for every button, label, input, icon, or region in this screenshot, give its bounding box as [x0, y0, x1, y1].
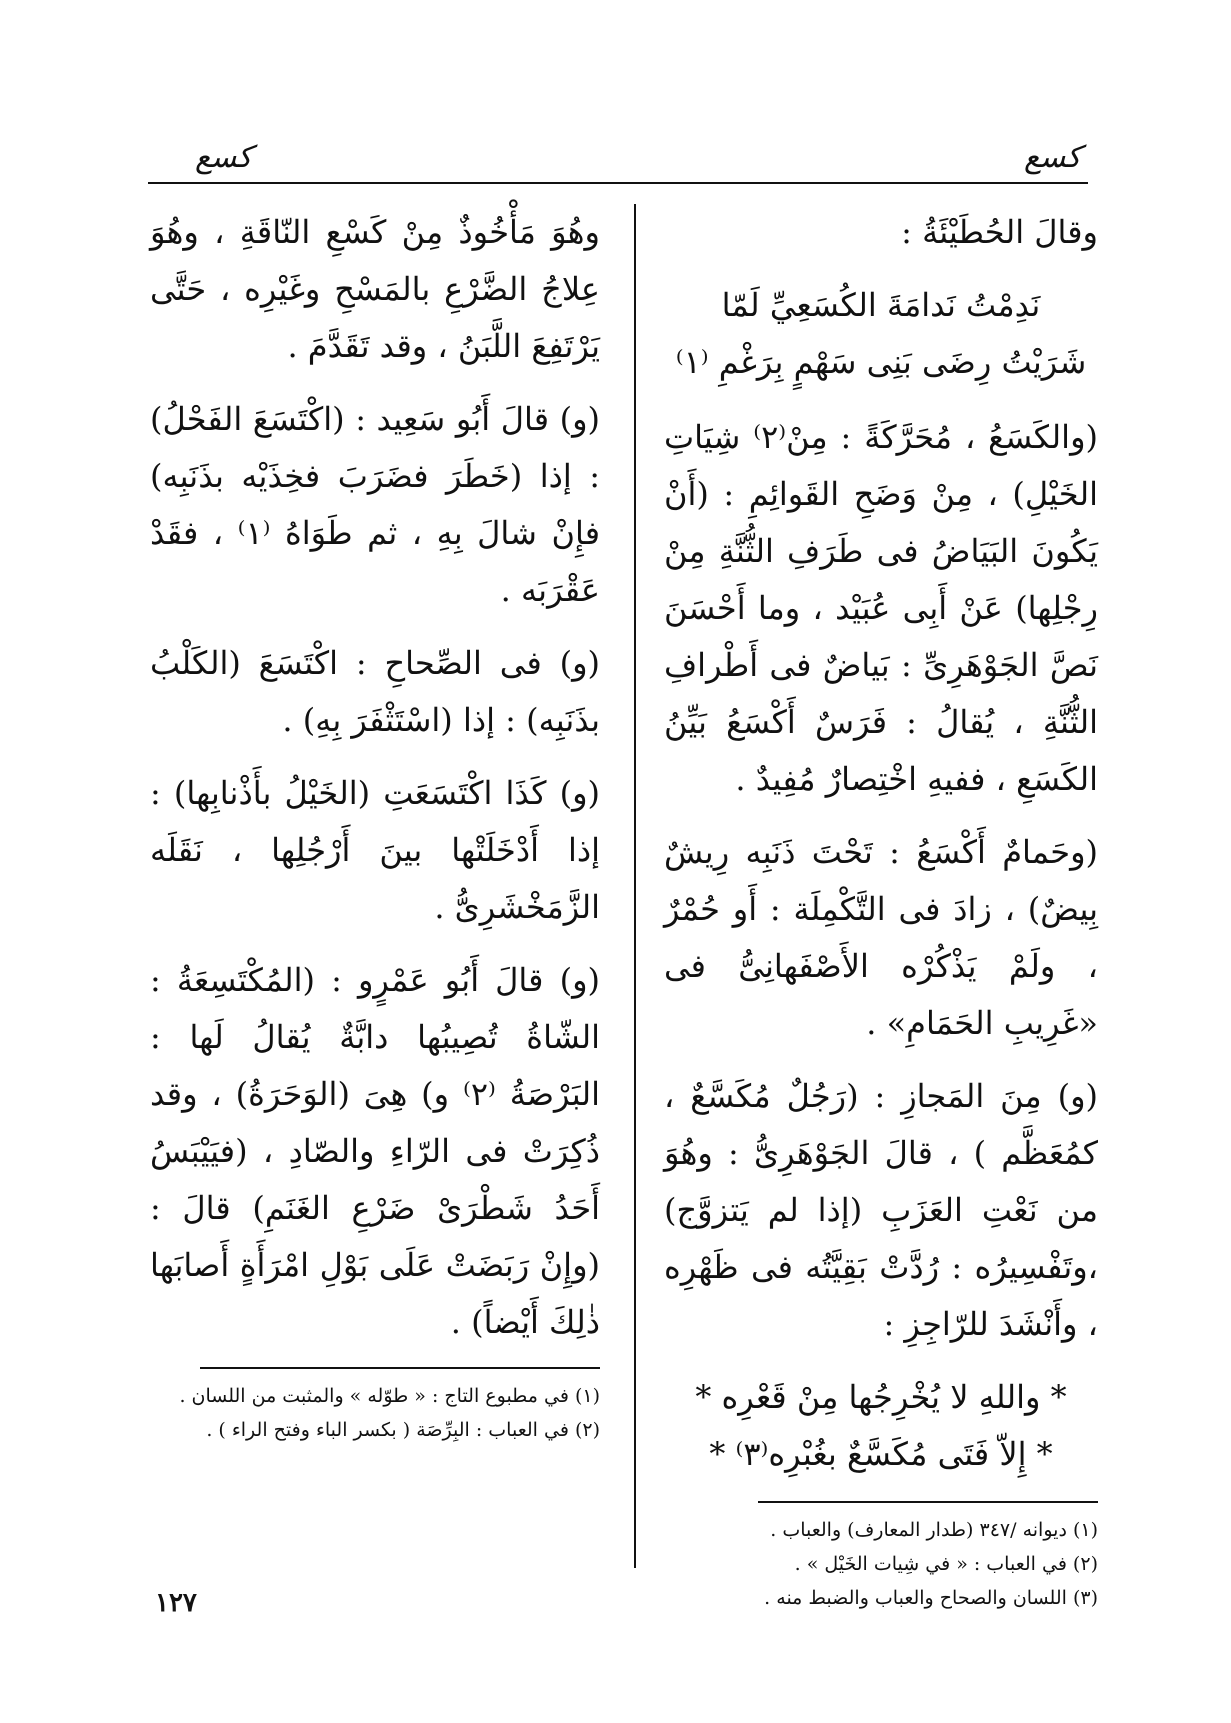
- footnote: (٢) في العباب : « في شِيات الخَيْل » .: [794, 1553, 1098, 1575]
- footnote: (٣) اللسان والصحاح والعباب والضبط منه .: [764, 1587, 1098, 1609]
- footnotes-right: [664, 1513, 1098, 1615]
- running-head-left: كسع: [195, 140, 253, 175]
- verse-line: شَرَيْتُ رِضَى بَنِى سَهْمٍ بِرَغْمِ ⁽١⁾: [675, 343, 1087, 381]
- hutayah-verse: [664, 277, 1098, 391]
- page-number: ١٢٧: [155, 1588, 197, 1618]
- entry-paragraph: (و) قالَ أَبُو عَمْرٍو : (المُكْتَسِعَةُ : الشّاةُ تُصِيبُها دابَّةٌ يُقالُ لَها : البَرْصَةُ ⁽٢⁾ و) هِىَ (الوَحَرَةُ) ، وقد ذُكِرَتْ فى الرّاءِ والصّادِ ، (فيَيْبَسُ أَحَدُ شَطْرَىْ ضَرْعِ الغَنَمِ) قالَ : (وإِنْ رَبَضَتْ عَلَى بَوْلِ امْرَأَةٍ أَصابَها ذٰلِكَ أَيْضاً) .: [150, 961, 601, 1341]
- left-column: [150, 204, 600, 1447]
- verse-line: نَدِمْتُ نَدامَةَ الكُسَعِيِّ لَمّا: [721, 286, 1041, 324]
- verse-line: * إِلاّ فَتَى مُكَسَّعٌ بغُبْرِه⁽٣⁾ *: [709, 1435, 1053, 1473]
- entry-paragraph: (و) مِنَ المَجازِ : (رَجُلٌ مُكَسَّعٌ ، كمُعَظَّم ) ، قالَ الجَوْهَرِىُّ : وهُوَ من نَعْتِ العَزَبِ (إذا لم يَتزوَّج) ،وتَفْسِيرُه : رُدَّتْ بَقِيَّتُه فى ظَهْرِه ، وأَنْشَدَ للرّاجِزِ :: [664, 1077, 1098, 1343]
- entry-paragraph: وهُوَ مَأْخُوذٌ مِنْ كَسْعِ النّاقَةِ ، وهُوَ عِلاجُ الضَّرْعِ بالمَسْحِ وغَيْرِه ، حَتَّى يَرْتَفِعَ اللَّبَنُ ، وقد تَقَدَّمَ .: [150, 213, 600, 365]
- column-divider: [634, 204, 636, 1568]
- entry-paragraph: (وحَمامٌ أَكْسَعُ : تَحْتَ ذَنَبِه رِيشٌ بِيضٌ) ، زادَ فى التَّكْمِلَة : أَو حُمْرٌ ، ولَمْ يَذْكُرْه الأَصْفَهانِىُّ فى «غَرِيبِ الحَمَامِ» .: [664, 833, 1098, 1042]
- running-head-right: كسع: [1023, 140, 1081, 175]
- footnote: (١) ديوانه /٣٤٧ (طدار المعارف) والعباب .: [770, 1519, 1098, 1541]
- footnote-rule: [758, 1501, 1098, 1503]
- entry-paragraph: (و) كَذَا اكْتَسَعَتِ (الخَيْلُ بأَذْنابِها) : إذا أَدْخَلَتْها بينَ أَرْجُلِها ، نَقَلَه الزَّمَخْشَرِىُّ .: [150, 774, 600, 926]
- footnotes-left: [150, 1379, 600, 1447]
- verse-line: * واللهِ لا يُخْرِجُها مِنْ قَعْرِه *: [695, 1378, 1067, 1416]
- footnote: (١) في مطبوع التاج : « طوّله » والمثبت من اللسان .: [179, 1385, 600, 1407]
- footnote: (٢) في العباب : البِرِّصَة ( بكسر الباء وفتح الراء ) .: [206, 1419, 600, 1441]
- entry-paragraph: (والكَسَعُ ، مُحَرَّكَةً : مِنْ⁽٢⁾ شِيَاتِ الخَيْلِ) ، مِنْ وَضَحِ القَوائِمِ : (أَنْ يَكُونَ البَيَاضُ فى طَرَفِ الثُّنَّةِ مِنْ رِجْلِها) عَنْ أَبِى عُبَيْد ، وما أَحْسَنَ نَصَّ الجَوْهَرِىِّ : بَياضٌ فى أَطْرافِ الثُّنَّةِ ، يُقالُ : فَرَسٌ أَكْسَعُ بَيِّنُ الكَسَعِ ، ففيهِ اخْتِصارٌ مُفِيدٌ .: [664, 418, 1099, 798]
- verse-intro: وقالَ الحُطَيْئَةُ :: [901, 213, 1098, 251]
- entry-paragraph: (و) فى الصِّحاحِ : اكْتَسَعَ (الكَلْبُ بذَنَبِه) : إذا (اسْتَثْفَرَ بِهِ) .: [150, 644, 600, 739]
- right-column: [664, 204, 1098, 1615]
- rajaz-verse: [664, 1369, 1098, 1483]
- header-rule: [148, 182, 1088, 184]
- entry-paragraph: (و) قالَ أَبُو سَعِيد : (اكْتَسَعَ الفَحْلُ) : إذا (خَطَرَ فضَرَبَ فخِذَيْه بذَنَبِه) فإِنْ شالَ بِهِ ، ثم طَوَاهُ ⁽١⁾ ، فقَدْ عَقْرَبَه .: [150, 400, 600, 609]
- footnote-rule: [200, 1367, 600, 1369]
